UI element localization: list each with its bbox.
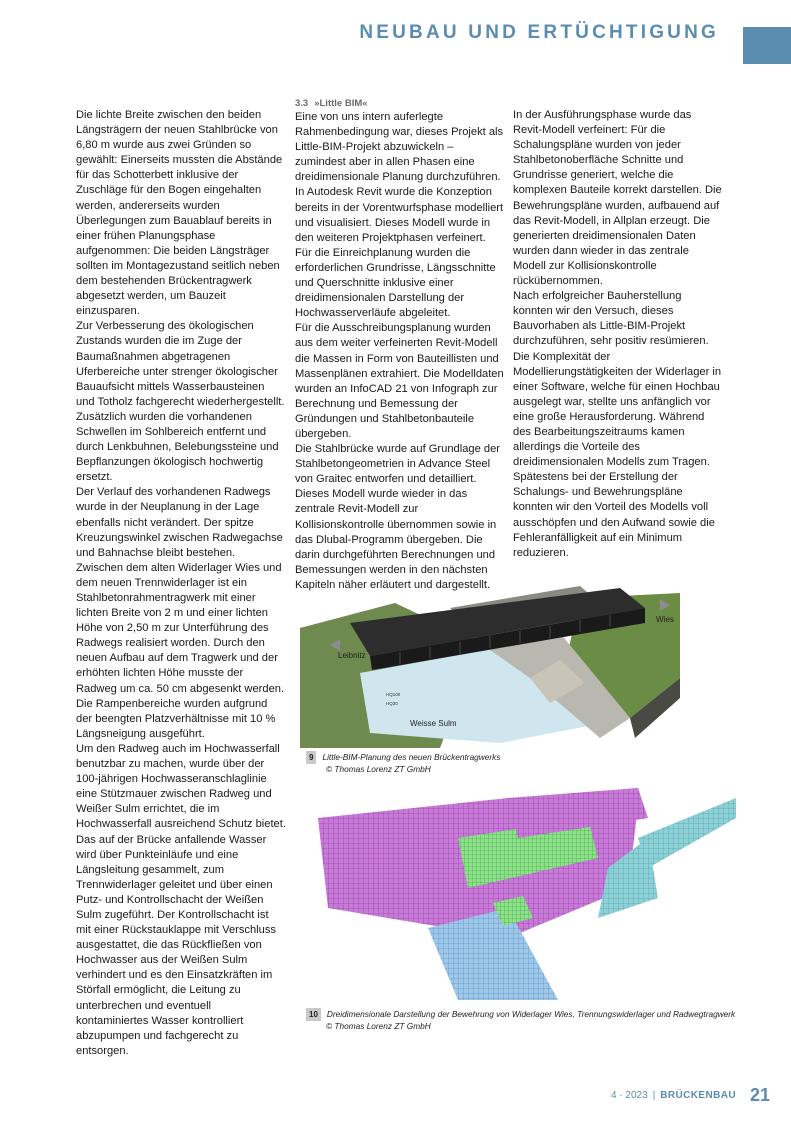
journal-name: BRÜCKENBAU bbox=[660, 1090, 736, 1101]
header-color-block bbox=[743, 27, 791, 64]
text-column-1 bbox=[76, 108, 286, 1059]
caption-text: Little-BIM-Planung des neuen Brückentragwerks bbox=[322, 752, 501, 762]
paragraph: Die Stahlbrücke wurde auf Grundlage der Stahlbetongeometrien in Advance Steel von Graitec entworfen und detailliert. Dieses Modell wurde wieder in das zentrale Revit-Modell zur Kollisionskontrolle übernommen sowie in das Dlubal-Programm übergeben. Die darin durchgeführten Berechnungen und Bemessungen werden in den nächsten Kapiteln näher erläutert und dargestellt. bbox=[295, 443, 500, 591]
section-heading bbox=[295, 97, 505, 110]
paragraph: In der Ausführungsphase wurde das Revit-Modell verfeinert: Für die Schalungspläne wurden von jeder Stahlbetonoberfläche Schnitte und Grundrisse generiert, welche die komplexen Bauteile korrekt darstellen. Die Bewehrungspläne wurden, aufbauend auf das Revit-Modell, in Allplan erzeugt. Die generierten dreidimensionalen Daten wurden dann wieder in das zentrale Modell zur Kollisionskontrolle rückübernommen. bbox=[513, 109, 722, 288]
figure-10-caption bbox=[306, 1008, 776, 1032]
caption-credit: © Thomas Lorenz ZT GmbH bbox=[326, 1021, 431, 1031]
figure-number: 10 bbox=[306, 1008, 321, 1021]
caption-text: Dreidimensionale Darstellung der Bewehrung von Widerlager Wies, Trennungswiderlager und Radwegtragwerk bbox=[326, 1009, 736, 1019]
label-wies: Wies bbox=[656, 615, 674, 624]
paragraph: Um den Radweg auch im Hochwasserfall benutzbar zu machen, wurde über der 100-jährigen Hochwasseranschlaglinie eine Stützmauer zwischen Radweg und Weißer Sulm errichtet, die im Hochwasserfall ausreichend Schutz bietet. bbox=[76, 742, 286, 831]
paragraph: Nach erfolgreicher Bauherstellung konnten wir den Versuch, dieses Bauvorhaben als Little-BIM-Projekt durchzuführen, sehr positiv resümieren. Die Komplexität der Modellierungstätigkeiten der Widerlager in einer Software, welche für einen Hochbau ausgelegt war, stellte uns anfänglich vor eine große Herausforderung. Während des Bearbeitungszeitraums kamen allerdings die Vorteile des dreidimensionalen Modells zum Tragen. Spätestens bei der Erstellung der Schalungs- und Bewehrungspläne konnten wir den Vorteil des Modells voll ausschöpfen und den Aufwand sowie die Fehleranfälligkeit auf ein Minimum reduzieren. bbox=[513, 290, 722, 559]
figure-number: 9 bbox=[306, 751, 316, 764]
paragraph: Die Rampenbereiche wurden aufgrund der beengten Platzverhältnisse mit 10 % Längsneigung ausgeführt. bbox=[76, 697, 276, 740]
figure-9-caption bbox=[306, 751, 606, 775]
label-hq30: HQ30 bbox=[386, 701, 398, 706]
reinforcement-model-figure bbox=[308, 778, 736, 1000]
label-hq100: HQ100 bbox=[386, 692, 401, 697]
page-number: 21 bbox=[749, 1085, 770, 1105]
page-footer bbox=[560, 1085, 770, 1106]
issue-label: 4 · 2023 bbox=[610, 1090, 648, 1101]
paragraph: Das auf der Brücke anfallende Wasser wird über Punkteinläufe und eine Längsleitung gesammelt, zum Trennwiderlager geleitet und über einen Putz- und Kontrollschacht der Weißen Sulm zugeführt. Der Kontrollschacht ist mit einer Rückstauklappe mit Verschluss ausgestattet, die das Rückfließen von Hochwasser aus der Weißen Sulm verhindert und es den Einsatzkräften im Störfall ermöglicht, die Leitung zu unterbrechen und eventuell kontaminiertes Wasser kontrolliert abzupumpen und fachgerecht zu entsorgen. bbox=[76, 833, 276, 1057]
bridge-model-figure bbox=[300, 568, 680, 748]
paragraph: Die lichte Breite zwischen den beiden Längsträgern der neuen Stahlbrücke von 6,80 m wurde aus zwei Gründen so gewählt: Einerseits mussten die Abstände für das Schotterbett inklusive der Zuschläge für den Bogen eingehalten werden, andererseits wurden Überlegungen zum Bauablauf bereits in einer frühen Planungsphase aufgenommen: Die beiden Längsträger sollten im Montagezustand seitlich neben dem bestehenden Brückentragwerk abgesetzt werden, um Bauzeit einzusparen. bbox=[76, 109, 283, 318]
footer-separator: | bbox=[652, 1090, 656, 1101]
paragraph: Für die Ausschreibungsplanung wurden aus dem weiter verfeinerten Revit-Modell die Massen in Form von Bauteillisten und Massenplänen extrahiert. Die Modelldaten wurden an InfoCAD 21 von Infograph zur Berechnung und Bemessung der Gründungen und Stahlbetonbauteile übergeben. bbox=[295, 322, 504, 440]
text-column-3 bbox=[513, 108, 723, 561]
label-leibnitz: Leibnitz bbox=[338, 651, 366, 660]
paragraph: Eine von uns intern auferlegte Rahmenbedingung war, dieses Projekt als Little-BIM-Projekt abzuwickeln – zumindest aber in allen Phasen eine dreidimensionale Planung durchzuführen. In Autodesk Revit wurde die Konzeption bereits in der Vorentwurfsphase modelliert und visualisiert. Dieses Modell wurde in den weiteren Projektphasen verfeinert. Für die Einreichplanung wurden die erforderlichen Grundrisse, Längsschnitte und Querschnitte inklusive einer dreidimensionalen Darstellung der Hochwasserverläufe abgeleitet. bbox=[295, 111, 504, 320]
teal-wing bbox=[638, 798, 736, 868]
paragraph: Zur Verbesserung des ökologischen Zustands wurden die im Zuge der Baumaßnahmen abgetragenen Uferbereiche unter strenger ökologischer Bauaufsicht mittels Wasserbausteinen und Totholz fachgerecht wiederhergestellt. Zusätzlich wurden die vorhandenen Schwellen im Sohlbereich entfernt und durch Lenkbuhnen, Belebungssteine und Bepflanzungen ökologisch hochwertig ersetzt. bbox=[76, 320, 285, 484]
text-column-2 bbox=[295, 97, 505, 593]
label-river: Weisse Sulm bbox=[410, 719, 457, 728]
section-title: NEUBAU UND ERTÜCHTIGUNG bbox=[359, 22, 719, 43]
caption-credit: © Thomas Lorenz ZT GmbH bbox=[326, 764, 431, 774]
section-heading-text: »Little BIM« bbox=[314, 98, 368, 109]
paragraph: Der Verlauf des vorhandenen Radwegs wurde in der Neuplanung in der Lage ebenfalls nicht verändert. Der spitze Kreuzungswinkel zwischen Radwegachse und Bahnachse bleibt bestehen. bbox=[76, 486, 283, 559]
paragraph: Zwischen dem alten Widerlager Wies und dem neuen Trennwiderlager ist ein Stahlbetonrahmentragwerk mit einer lichten Breite von 2 m und einer lichten Höhe von 2,50 m zur Unterführung des Radwegs realisiert worden. Durch den neuen Aufbau auf dem Tragwerk und der erhöhten lichten Höhe musste der Radweg um ca. 50 cm abgesenkt werden. bbox=[76, 561, 285, 695]
section-number: 3.3 bbox=[295, 98, 309, 109]
